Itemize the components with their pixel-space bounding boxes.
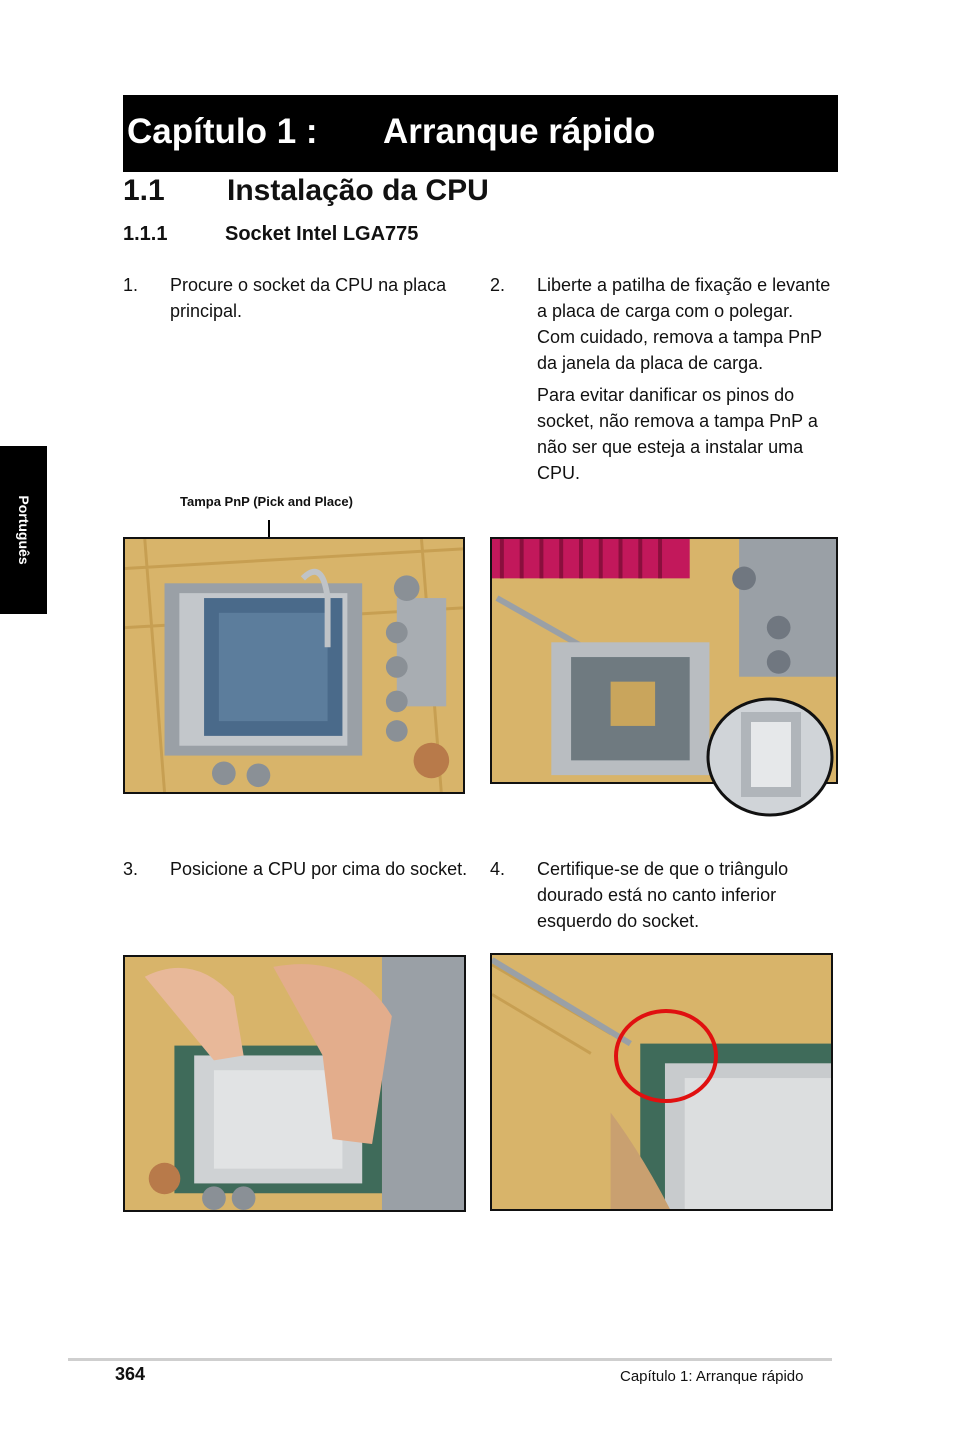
zoom-inset <box>706 697 834 817</box>
step-number: 2. <box>490 275 506 295</box>
subsection-title: Socket Intel LGA775 <box>225 223 419 245</box>
step-text: Procure o socket da CPU na placa principal. <box>170 275 447 321</box>
step-text: Posicione a CPU por cima do socket. <box>170 859 468 879</box>
step-note: Para evitar danificar os pinos do socket, não remova a tampa PnP a não ser que esteja a instalar uma CPU. <box>537 385 818 483</box>
pnp-cap-callout: Tampa PnP (Pick and Place) <box>180 494 353 509</box>
step-number: 3. <box>123 859 139 879</box>
triangle-highlight-circle <box>613 1008 719 1104</box>
subsection-number: 1.1.1 <box>123 223 168 245</box>
footer-divider <box>68 1358 832 1361</box>
step-text: Certifique-se de que o triângulo dourado está no canto inferior esquerdo do socket. <box>537 859 789 931</box>
chapter-title: Arranque rápido <box>383 112 656 151</box>
step-number: 1. <box>123 275 139 295</box>
step-number: 4. <box>490 859 506 879</box>
photo-socket-with-cover <box>123 537 465 794</box>
chapter-header <box>123 95 838 172</box>
footer-chapter: Capítulo 1: Arranque rápido <box>620 1368 804 1385</box>
page-number: 364 <box>115 1364 146 1384</box>
step-text: Liberte a patilha de fixação e levante a placa de carga com o polegar. Com cuidado, remova a tampa PnP da janela da placa de carga. <box>537 275 831 373</box>
section-number: 1.1 <box>123 174 165 207</box>
section-title: Instalação da CPU <box>227 174 489 207</box>
language-label: Português <box>15 495 32 565</box>
language-side-tab <box>0 446 47 614</box>
photo-placing-cpu <box>123 955 466 1212</box>
chapter-number: Capítulo 1 : <box>127 112 318 151</box>
